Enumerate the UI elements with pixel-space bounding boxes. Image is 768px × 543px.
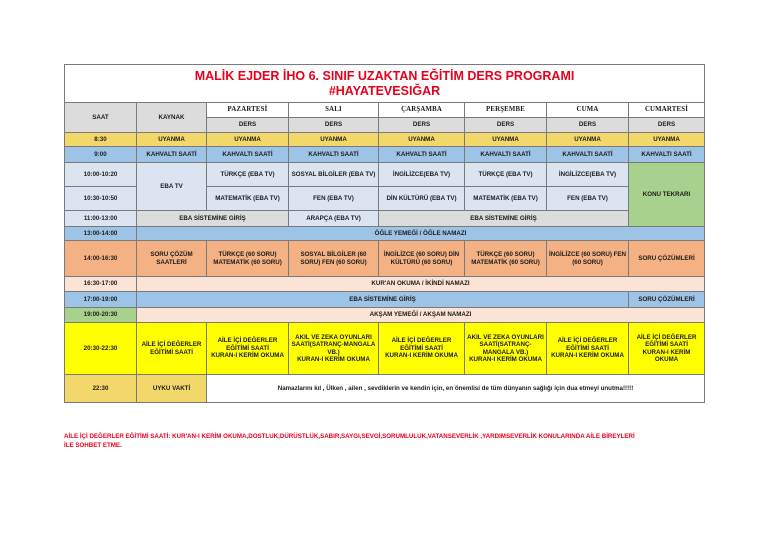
schedule-cell: UYANMA [465, 133, 547, 147]
activity-bottom: KURAN-I KERİM OKUMA [469, 355, 542, 363]
schedule-cell: UYANMA [629, 133, 705, 147]
schedule-cell: FEN (EBA TV) [547, 187, 629, 211]
schedule-cell: DİN KÜLTÜRÜ (EBA TV) [379, 187, 465, 211]
schedule-table [64, 64, 705, 403]
schedule-cell-konu-tekrari: KONU TEKRARI [629, 163, 705, 227]
page-title [65, 65, 705, 103]
schedule-cell: MATEMATİK (EBA TV) [207, 187, 289, 211]
schedule-cell-wide: AKŞAM YEMEĞİ / AKŞAM NAMAZI [137, 308, 705, 323]
header-day-wednesday: ÇARŞAMBA [379, 103, 465, 118]
activity-bottom: KURAN-I KERİM OKUMA [385, 352, 458, 360]
schedule-cell: UYANMA [137, 133, 207, 147]
schedule-cell: KAHVALTI SAATİ [379, 147, 465, 163]
schedule-cell: SOSYAL BİLGİLER (60 SORU) FEN (60 SORU) [289, 241, 379, 277]
header-ders: DERS [289, 118, 379, 133]
schedule-cell: FEN (EBA TV) [289, 187, 379, 211]
schedule-cell: MATEMATİK (EBA TV) [465, 187, 547, 211]
schedule-cell: ARAPÇA (EBA TV) [289, 211, 379, 227]
activity-bottom: KURAN-I KERİM OKUMA [211, 352, 284, 360]
header-ders: DERS [629, 118, 705, 133]
schedule-cell: TÜRKÇE (EBA TV) [207, 163, 289, 187]
header-day-saturday: CUMARTESİ [629, 103, 705, 118]
activity-top: AİLE İÇİ DEĞERLER EĞİTİMİ SAATİ [636, 333, 697, 349]
schedule-cell: TÜRKÇE (60 SORU) MATEMATİK (60 SORU) [465, 241, 547, 277]
schedule-cell: UYANMA [547, 133, 629, 147]
activity-bottom: KURAN-I KERİM OKUMA [297, 355, 370, 363]
schedule-cell: KAHVALTI SAATİ [289, 147, 379, 163]
header-day-friday: CUMA [547, 103, 629, 118]
time-cell: 13:00-14:00 [65, 227, 137, 241]
closing-message: Namazlarını kıl , Ülken , ailen , sevdiklerin ve kendin için, en önemlisi de tüm dünyanın sağlığı için dua etmeyi unutma!!!!! [207, 375, 705, 403]
header-day-monday: PAZARTESİ [207, 103, 289, 118]
activity-top: AKIL VE ZEKA OYUNLARI SAATİ(SATRANÇ-MANGALA VB.) [467, 333, 544, 356]
header-ders: DERS [547, 118, 629, 133]
schedule-cell: EBA SİSTEMİNE GİRİŞ [379, 211, 629, 227]
schedule-cell: TÜRKÇE (60 SORU) MATEMATİK (60 SORU) [207, 241, 289, 277]
schedule-cell [289, 323, 379, 375]
title-line-1: MALİK EJDER İHO 6. SINIF UZAKTAN EĞİTİM DERS PROGRAMI [194, 68, 575, 83]
schedule-cell: İNGİLİZCE(EBA TV) [379, 163, 465, 187]
time-cell: 10:00-10:20 [65, 163, 137, 187]
schedule-cell: KAHVALTI SAATİ [465, 147, 547, 163]
time-cell: 20:30-22:30 [65, 323, 137, 375]
source-cell: UYKU VAKTİ [137, 375, 207, 403]
schedule-cell [465, 323, 547, 375]
header-saat: SAAT [65, 103, 137, 133]
schedule-cell [379, 323, 465, 375]
header-kaynak: KAYNAK [137, 103, 207, 133]
schedule-cell: TÜRKÇE (EBA TV) [465, 163, 547, 187]
time-cell: 17:00-19:00 [65, 292, 137, 308]
time-cell: 19:00-20:30 [65, 308, 137, 323]
source-cell: AİLE İÇİ DEĞERLER EĞİTİMİ SAATİ [137, 323, 207, 375]
schedule-cell-wide: ÖĞLE YEMEĞİ / ÖĞLE NAMAZI [137, 227, 705, 241]
time-cell: 8:30 [65, 133, 137, 147]
schedule-cell: İNGİLİZCE (60 SORU) FEN (60 SORU) [547, 241, 629, 277]
schedule-cell [629, 323, 705, 375]
header-ders: DERS [207, 118, 289, 133]
header-day-tuesday: SALI [289, 103, 379, 118]
activity-top: AİLE İÇİ DEĞERLER EĞİTİMİ SAATİ [557, 337, 618, 352]
time-cell: 22:30 [65, 375, 137, 403]
schedule-cell: KAHVALTI SAATİ [629, 147, 705, 163]
schedule-cell: KAHVALTI SAATİ [137, 147, 207, 163]
header-ders: DERS [465, 118, 547, 133]
schedule-cell: SORU ÇÖZÜMLERİ [629, 292, 705, 308]
activity-bottom: KURAN-I KERİM OKUMA [642, 348, 691, 363]
schedule-cell-wide: EBA SİSTEMİNE GİRİŞ [137, 292, 629, 308]
activity-top: AKIL VE ZEKA OYUNLARI SAATİ(SATRANÇ-MANGALA VB.) [291, 333, 376, 356]
source-cell: SORU ÇÖZÜM SAATLERİ [137, 241, 207, 277]
schedule-cell [207, 323, 289, 375]
schedule-cell: KAHVALTI SAATİ [207, 147, 289, 163]
source-cell: EBA TV [137, 163, 207, 211]
schedule-cell: UYANMA [207, 133, 289, 147]
schedule-cell: İNGİLİZCE(EBA TV) [547, 163, 629, 187]
footnote: AİLE İÇİ DEĞERLER EĞİTİMİ SAATİ: KUR'AN-I KERİM OKUMA,DOSTLUK,DÜRÜSTLÜK,SABIR,SAYGI,SEVGİ,SORUMLULUK,VATANSEVERLİK ,YARDIMSEVERLİK KONULARINDA AİLE BİREYLERİ İLE SOHBET ETME. [64, 433, 635, 449]
activity-top: AİLE İÇİ DEĞERLER EĞİTİMİ SAATİ [391, 337, 452, 352]
schedule-cell: UYANMA [379, 133, 465, 147]
schedule-cell [547, 323, 629, 375]
header-day-thursday: PERŞEMBE [465, 103, 547, 118]
time-cell: 11:00-13:00 [65, 211, 137, 227]
time-cell: 10:30-10:50 [65, 187, 137, 211]
schedule-cell: SOSYAL BİLGİLER (EBA TV) [289, 163, 379, 187]
activity-top: AİLE İÇİ DEĞERLER EĞİTİMİ SAATİ [217, 337, 278, 352]
time-cell: 16:30-17:00 [65, 277, 137, 292]
schedule-cell: KAHVALTI SAATİ [547, 147, 629, 163]
header-ders: DERS [379, 118, 465, 133]
title-line-2: #HAYATEVESIĞAR [328, 83, 441, 98]
schedule-cell: UYANMA [289, 133, 379, 147]
time-cell: 14:00-16:30 [65, 241, 137, 277]
activity-bottom: KURAN-I KERİM OKUMA [551, 352, 624, 360]
schedule-cell: İNGİLİZCE (60 SORU) DİN KÜLTÜRÜ (60 SORU) [379, 241, 465, 277]
schedule-cell: SORU ÇÖZÜMLERİ [629, 241, 705, 277]
schedule-cell-wide: KUR'AN OKUMA / İKİNDİ NAMAZI [137, 277, 705, 292]
schedule-cell: EBA SİSTEMİNE GİRİŞ [137, 211, 289, 227]
time-cell: 9:00 [65, 147, 137, 163]
